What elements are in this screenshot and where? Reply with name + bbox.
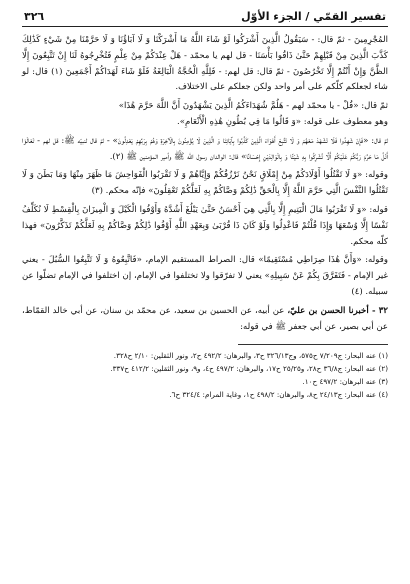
paragraph: قوله: «وَ لَا تَقْرَبُوا مَالَ الْيَتِيمِ إِلَّا بِالَّتِي هِيَ أَحْسَنُ حَتَّىٰ يَبْلُغَ أَشُدَّهُ وَأَوْفُوا الْكَيْلَ وَ الْمِيزَانَ بِالْقِسْطِ لَا نُكَلِّفُ نَفْسًا إِلَّا وُسْعَهَا وَإِذَا قُلْتُمْ فَاعْدِلُوا وَلَوْ كَانَ ذَا قُرْبَىٰ وَبِعَهْدِ اللَّهِ أَوْفُوا ذَٰلِكُمْ وَصَّاكُمْ بِهِ لَعَلَّكُمْ تَذَكَّرُونَ» فهذا كلّه محكم. [22, 204, 388, 247]
main-text [22, 33, 388, 335]
page-number: ٣٢٦ [24, 10, 45, 23]
paragraph: المُجْرِمِينَ - ثمّ قال: - سَيَقُولُ الَّذِينَ أَشْرَكُوا لَوْ شَاءَ اللَّهُ مَا أَشْرَكْنَا وَ لَا آبَاؤُنَا وَ لَا حَرَّمْنَا مِنْ شَيْءٍ كَذَٰلِكَ كَذَّبَ الَّذِينَ مِنْ قَبْلِهِمْ حَتَّىٰ ذَاقُوا بَأْسَنَا - قل لهم يا محمّد - هَلْ عِنْدَكُمْ مِنْ عِلْمٍ فَتُخْرِجُوهُ لَنَا إِنْ تَتَّبِعُونَ إِلَّا الظَّنَّ وَإِنْ أَنْتُمْ إِلَّا تَخْرُصُونَ - ثمّ قال: قل لهم: - فَلِلَّهِ الْحُجَّةُ الْبَالِغَةُ فَلَوْ شَاءَ لَهَدَاكُمْ أَجْمَعِينَ (١) قال: لو شاء لجعلكم كلّكم على أمر واحد ولكن جعلكم على الاختلاف. [22, 35, 388, 93]
running-title: تفسير القمّي / الجزء الأوّل [241, 10, 386, 23]
footnote: (١) عنه البحار: ج٧/٢٠٩ ح٥٧٥، وج٣٢٦/١٣ ح٣، والبرهان: ٤٩٢/٢ ح٢، ونور الثقلين: ٢/١٠ ح٣٢٨. [113, 351, 388, 361]
hadith-heading: ٣٢ - أخبرنا الحسن بن عليّ، [287, 305, 388, 316]
paragraph: ثمّ قال: «فَإِنْ شَهِدُوا فَلَا تَشْهَدْ مَعَهُمْ وَ لَا تَتَّبِعْ أَهْوَاءَ الَّذِينَ كَذَّبُوا بِآيَاتِنَا وَ الَّذِينَ لَا يُؤْمِنُونَ بِالْآخِرَةِ وَهُمْ بِرَبِّهِمْ يَعْدِلُونَ» - ثمّ قال لنبيّه ﷺ: قل لهم - تَعَالَوْا أَتْلُ مَا حَرَّمَ رَبُّكُمْ عَلَيْكُمْ أَلَّا تُشْرِكُوا بِهِ شَيْئًا وَ بِالْوَالِدَيْنِ إِحْسَانًا» قال: الوالدان رسول الله ﷺ وأمير المؤمنين ﷺ (٢). [22, 135, 388, 162]
paragraph: وقوله: «وَأَنَّ هَٰذَا صِرَاطِي مُسْتَقِيمًا» قال: الصراط المستقيم الإمام، «فَاتَّبِعُوهُ وَ لَا تَتَّبِعُوا السُّبُلَ - يعني غير الإمام - فَتَفَرَّقَ بِكُمْ عَنْ سَبِيلِهِ» يعني لا تفرّقوا ولا تختلفوا في الإمام، إن اختلفوا في الإمام تضلّوا عن سبيله. (٤) [22, 255, 388, 297]
paragraph: وقوله: «وَ لَا تَقْتُلُوا أَوْلَادَكُمْ مِنْ إِمْلَاقٍ نَحْنُ نَرْزُقُكُمْ وَإِيَّاهُمْ وَ لَا تَقْرَبُوا الْفَوَاحِشَ مَا ظَهَرَ مِنْهَا وَمَا بَطَنَ وَ لَا تَقْتُلُوا النَّفْسَ الَّتِي حَرَّمَ اللَّهُ إِلَّا بِالْحَقِّ ذَٰلِكُمْ وَصَّاكُمْ بِهِ لَعَلَّكُمْ تَعْقِلُونَ» فإنّه محكم. (٣) [22, 170, 388, 197]
paragraph: وهو معطوف على قوله: «وَ قَالُوا مَا فِي بُطُونِ هَٰذِهِ الْأَنْعَامِ». [177, 116, 388, 127]
hadith-text: عن أبيه، عن الحسين بن سعيد، عن محمّد بن سنان، عن أبي خالد القمّاط، عن أبي بصير، عن أبي جعفر ﷺ في قوله: [22, 305, 388, 332]
footnote: (٣) عنه البرهان: ٤٩٧/٢ ح١٠. [302, 377, 388, 387]
book-page [22, 10, 388, 576]
footnote: (٤) عنه البحار: ج٢٤/١٣ ح٨، والبرهان: ٤٩٨/٢ ح١، وغاية المرام: ٣٢٤/٤ ح٦. [169, 390, 388, 400]
paragraph: ثمّ قال: «قُلْ - يا محمّد لهم - هَلُمَّ شُهَدَاءَكُمُ الَّذِينَ يَشْهَدُونَ أَنَّ اللَّهَ حَرَّمَ هَٰذَا» [118, 101, 388, 112]
footnote-divider [238, 344, 388, 345]
footnote: (٢) عنه البحار: ج٣٦/٨ ح٢٨، و٢٥/٢٥ ح١٧، والبرهان: ٤٩٧/٢ ح٤، و٩، ونور الثقلين: ٤١٢/٢ ح٣٣٧. [110, 364, 388, 374]
running-header [22, 10, 388, 27]
hadith-paragraph [22, 304, 388, 336]
footnotes [22, 349, 388, 401]
